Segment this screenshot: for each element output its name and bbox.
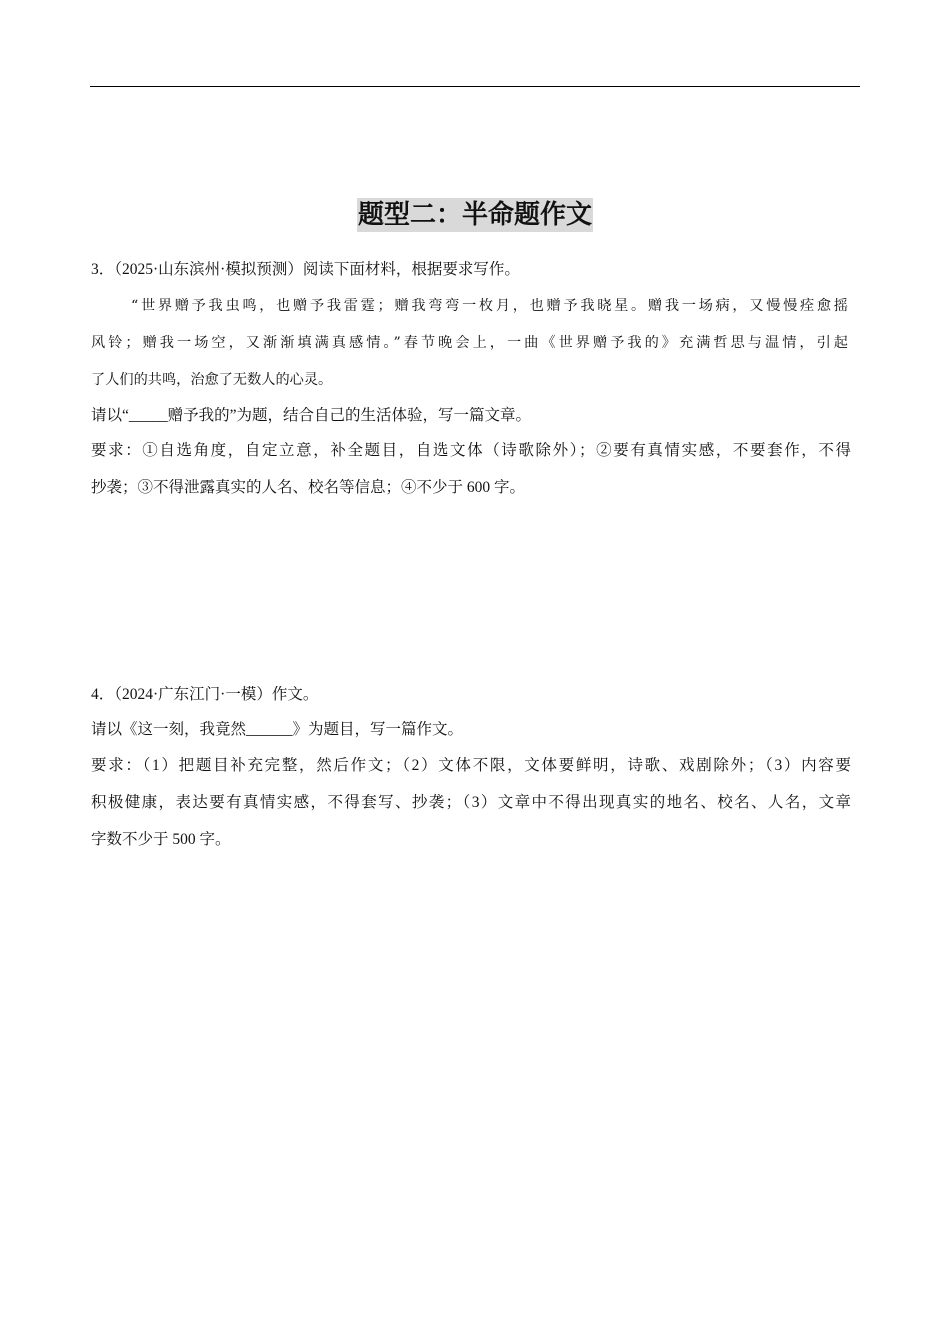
q3-requirements-line-1: 要求：①自选角度，自定立意，补全题目，自选文体（诗歌除外）；②要有真情实感，不要套作，不得: [91, 442, 851, 459]
q4-requirements-line-2: 积极健康，表达要有真情实感，不得套写、抄袭；（3）文章中不得出现真实的地名、校名、人名，文章: [91, 794, 851, 811]
q3-header: 3．（2025·山东滨州·模拟预测）阅读下面材料，根据要求写作。: [91, 261, 520, 278]
q4-header: 4．（2024·广东江门·一模）作文。: [91, 686, 319, 703]
q4-requirements-line-1: 要求：（1）把题目补充完整，然后作文；（2）文体不限，文体要鲜明，诗歌、戏剧除外；（3）内容要: [91, 757, 851, 774]
header-rule: [90, 86, 860, 87]
q3-material-line-3: 了人们的共鸣，治愈了无数人的心灵。: [91, 372, 333, 388]
q4-prompt: 请以《这一刻，我竟然______》为题目，写一篇作文。: [91, 721, 464, 738]
section-title-container: [0, 198, 950, 232]
q3-prompt: 请以“_____赠予我的”为题，结合自己的生活体验，写一篇文章。: [91, 407, 532, 424]
q3-material-line-1: “世界赠予我虫鸣，也赠予我雷霆；赠我弯弯一枚月，也赠予我晓星。赠我一场病，又慢慢痊愈摇: [131, 298, 848, 314]
q3-requirements-line-2: 抄袭；③不得泄露真实的人名、校名等信息；④不少于 600 字。: [91, 479, 526, 496]
q3-material-line-2: 风铃；赠我一场空，又渐渐填满真感情。”春节晚会上，一曲《世界赠予我的》充满哲思与温情，引起: [91, 335, 848, 351]
section-title: 题型二：半命题作文: [357, 200, 592, 230]
q4-requirements-line-3: 字数不少于 500 字。: [91, 831, 231, 848]
